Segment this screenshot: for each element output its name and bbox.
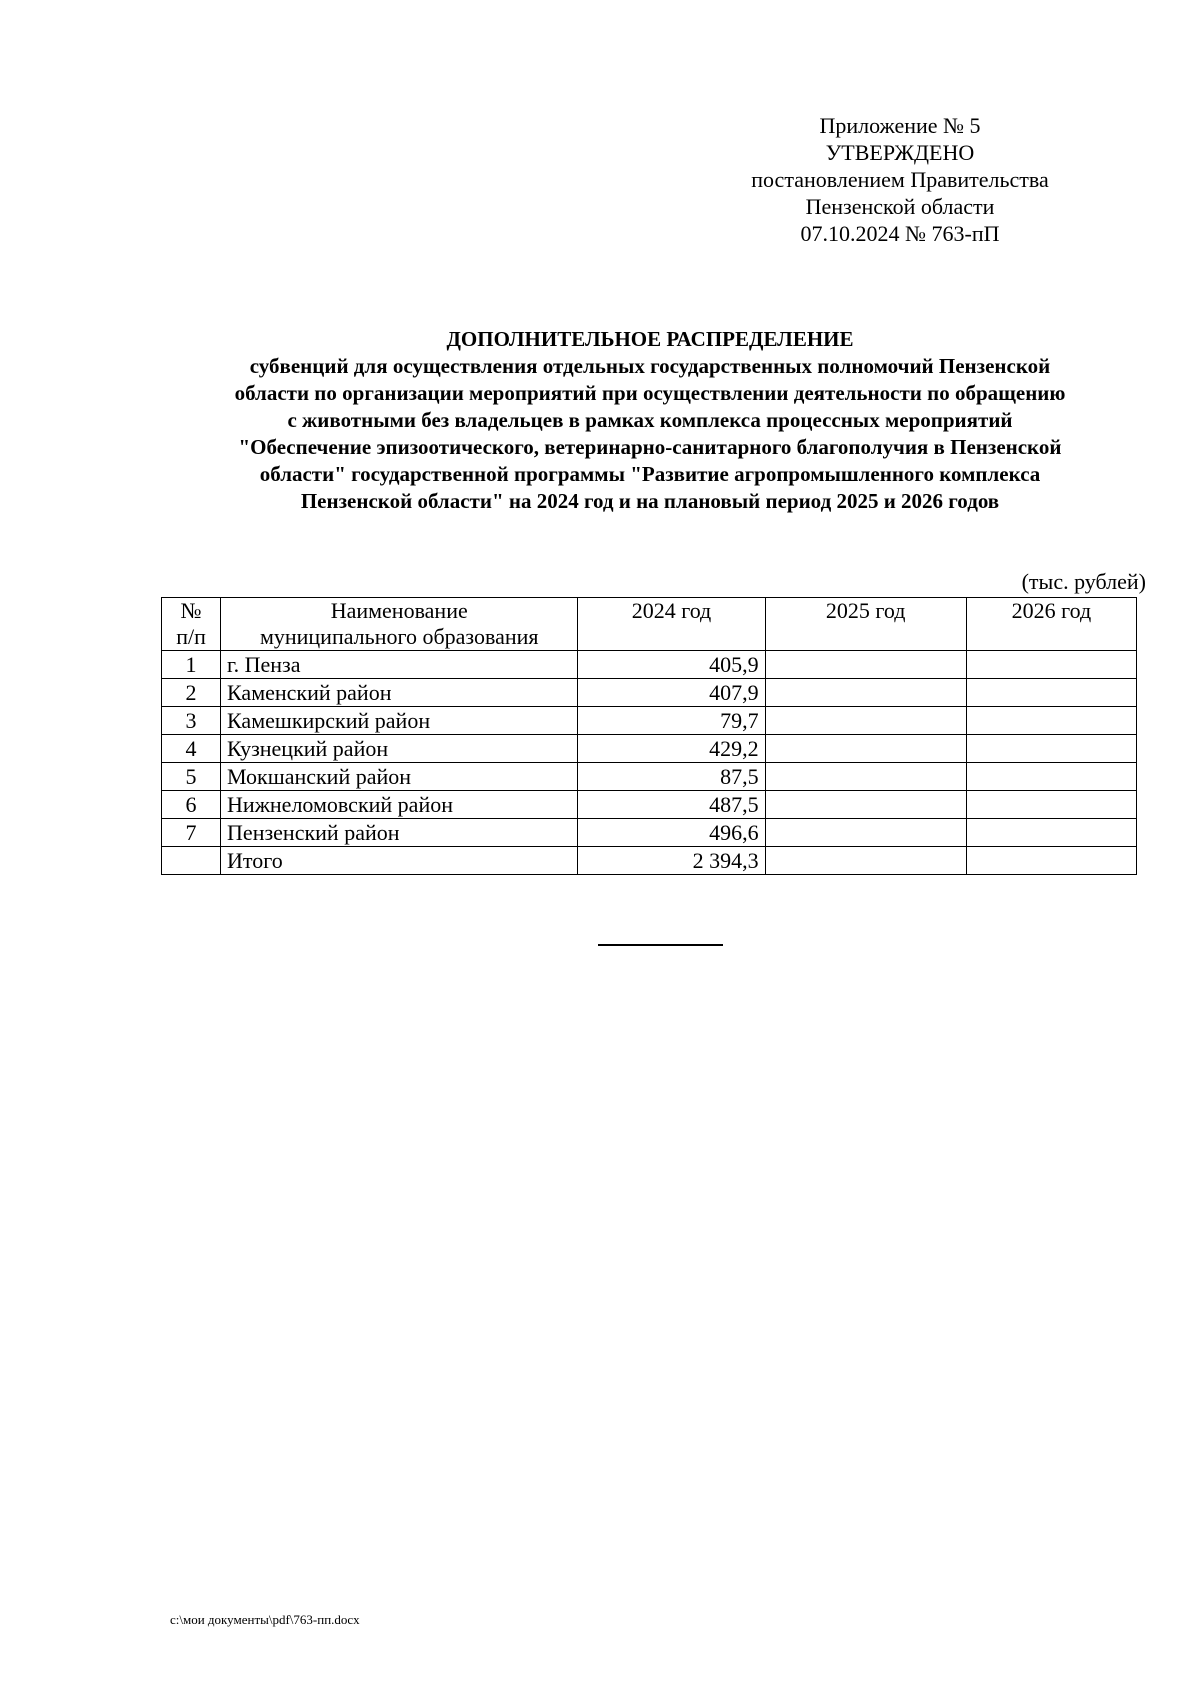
title-line: области" государственной программы "Развитие агропромышленного комплекса xyxy=(259,462,1041,486)
table-row xyxy=(162,763,1137,791)
row-number: 3 xyxy=(162,707,221,735)
row-number: 6 xyxy=(162,791,221,819)
total-label: Итого xyxy=(221,847,578,875)
table-row xyxy=(162,791,1137,819)
row-municipality: Мокшанский район xyxy=(221,763,578,791)
file-path-footer: c:\мои документы\pdf\763-пп.docx xyxy=(170,1612,360,1627)
row-municipality: Пензенский район xyxy=(221,819,578,847)
row-value-2026 xyxy=(966,791,1136,819)
total-value-2025 xyxy=(765,847,966,875)
table-row xyxy=(162,679,1137,707)
row-value-2026 xyxy=(966,679,1136,707)
header-2025: 2025 год xyxy=(765,598,966,651)
total-number xyxy=(162,847,221,875)
header-municipality-line2: муниципального образования xyxy=(259,624,539,649)
approved-label: УТВЕРЖДЕНО xyxy=(825,140,975,165)
title-line: с животными без владельцев в рамках комплекса процессных мероприятий xyxy=(287,408,1013,432)
header-number xyxy=(162,598,221,651)
row-number: 5 xyxy=(162,763,221,791)
row-value-2026 xyxy=(966,707,1136,735)
table-total-row xyxy=(162,847,1137,875)
row-value-2026 xyxy=(966,763,1136,791)
row-municipality: Камешкирский район xyxy=(221,707,578,735)
approved-by: постановлением Правительства xyxy=(751,167,1049,192)
row-number: 4 xyxy=(162,735,221,763)
total-value-2026 xyxy=(966,847,1136,875)
appendix-number: Приложение № 5 xyxy=(819,113,981,138)
row-value-2026 xyxy=(966,651,1136,679)
row-value-2025 xyxy=(765,679,966,707)
row-municipality: г. Пенза xyxy=(221,651,578,679)
approved-by-region: Пензенской области xyxy=(805,194,995,219)
header-2024: 2024 год xyxy=(578,598,765,651)
row-value-2025 xyxy=(765,819,966,847)
row-value-2025 xyxy=(765,707,966,735)
row-value-2025 xyxy=(765,735,966,763)
header-municipality-line1: Наименование xyxy=(330,598,468,623)
end-of-document-rule xyxy=(598,944,723,946)
title-line: области по организации мероприятий при осуществлении деятельности по обращению xyxy=(234,381,1066,405)
row-value-2024: 79,7 xyxy=(578,707,765,735)
approval-stamp xyxy=(700,112,1100,247)
row-value-2025 xyxy=(765,651,966,679)
row-municipality: Кузнецкий район xyxy=(221,735,578,763)
row-value-2024: 87,5 xyxy=(578,763,765,791)
table-row xyxy=(162,651,1137,679)
row-number: 2 xyxy=(162,679,221,707)
row-municipality: Каменский район xyxy=(221,679,578,707)
title-line: субвенций для осуществления отдельных государственных полномочий Пензенской xyxy=(249,354,1051,378)
table-row xyxy=(162,707,1137,735)
row-value-2024: 496,6 xyxy=(578,819,765,847)
row-value-2024: 487,5 xyxy=(578,791,765,819)
row-value-2024: 407,9 xyxy=(578,679,765,707)
total-value-2024: 2 394,3 xyxy=(578,847,765,875)
row-municipality: Нижнеломовский район xyxy=(221,791,578,819)
row-number: 1 xyxy=(162,651,221,679)
table-row xyxy=(162,735,1137,763)
distribution-table xyxy=(161,597,1137,875)
row-number: 7 xyxy=(162,819,221,847)
header-number-line1: № xyxy=(180,598,202,623)
row-value-2025 xyxy=(765,763,966,791)
row-value-2026 xyxy=(966,819,1136,847)
table-header-row xyxy=(162,598,1137,651)
row-value-2024: 405,9 xyxy=(578,651,765,679)
units-label: (тыс. рублей) xyxy=(1021,569,1146,594)
header-municipality xyxy=(221,598,578,651)
resolution-date-number: 07.10.2024 № 763-пП xyxy=(800,221,1000,246)
table-row xyxy=(162,819,1137,847)
title-heading: ДОПОЛНИТЕЛЬНОЕ РАСПРЕДЕЛЕНИЕ xyxy=(446,327,854,351)
document-title xyxy=(150,326,1150,515)
header-2026: 2026 год xyxy=(966,598,1136,651)
row-value-2024: 429,2 xyxy=(578,735,765,763)
row-value-2026 xyxy=(966,735,1136,763)
title-line: Пензенской области" на 2024 год и на плановый период 2025 и 2026 годов xyxy=(300,489,1000,513)
title-line: "Обеспечение эпизоотического, ветеринарно-санитарного благополучия в Пензенской xyxy=(238,435,1062,459)
header-number-line2: п/п xyxy=(176,624,206,649)
row-value-2025 xyxy=(765,791,966,819)
